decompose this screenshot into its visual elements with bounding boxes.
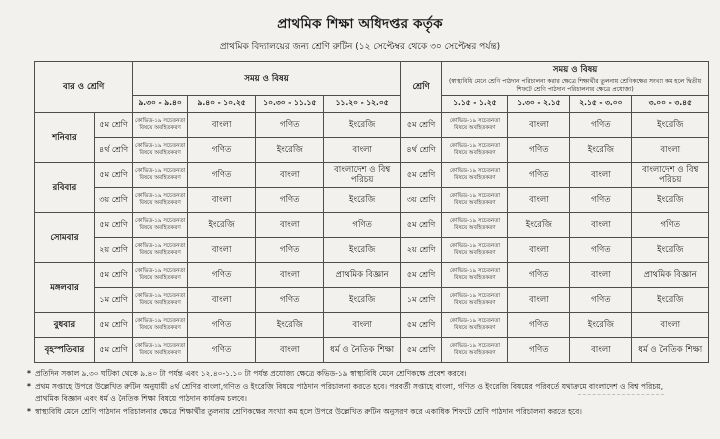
covid-awareness-cell: কোভিড-১৯ সচেতনতা বিষয়ে অবহিতকরণ xyxy=(442,238,508,263)
table-row xyxy=(35,113,709,138)
subject-cell: গণিত xyxy=(187,163,255,188)
class-cell-mid: ৫ম শ্রেণি xyxy=(400,338,441,363)
class-cell: ১ম শ্রেণি xyxy=(94,288,132,313)
time-slot-afternoon-2: ১.৩০ - ২.১৫ xyxy=(508,96,570,113)
subject-cell: গণিত xyxy=(508,163,570,188)
day-cell-wednesday: বুধবার xyxy=(35,313,95,338)
subject-cell: গণিত xyxy=(508,313,570,338)
covid-awareness-cell: কোভিড-১৯ সচেতনতা বিষয়ে অবহিতকরণ xyxy=(133,313,188,338)
covid-awareness-cell: কোভিড-১৯ সচেতনতা বিষয়ে অবহিতকরণ xyxy=(442,213,508,238)
subject-cell: বাংলা xyxy=(256,263,324,288)
subject-cell: বাংলাদেশ ও বিশ্ব পরিচয় xyxy=(632,163,709,188)
table-row xyxy=(35,213,709,238)
covid-awareness-cell: কোভিড-১৯ সচেতনতা বিষয়ে অবহিতকরণ xyxy=(442,188,508,213)
class-cell-mid: ৫ম শ্রেণি xyxy=(400,263,441,288)
header-afternoon-title: সময় ও বিষয় xyxy=(552,65,598,75)
subject-cell: ইংরেজি xyxy=(324,288,400,313)
time-slot-afternoon-1: ১.১৫ - ১.২৫ xyxy=(442,96,508,113)
class-cell: ৩য় শ্রেণি xyxy=(94,188,132,213)
table-row xyxy=(35,163,709,188)
class-cell: ৪র্থ শ্রেণি xyxy=(94,138,132,163)
routine-table-wrapper xyxy=(34,61,709,363)
subject-cell: ইংরেজি xyxy=(508,213,570,238)
subject-cell: ইংরেজি xyxy=(632,288,709,313)
asterisk-bullet: * xyxy=(27,407,31,417)
table-row xyxy=(35,288,709,313)
covid-awareness-cell: কোভিড-১৯ সচেতনতা বিষয়ে অবহিতকরণ xyxy=(133,288,188,313)
subject-cell: বাংলা xyxy=(324,138,400,163)
subject-cell: ইংরেজি xyxy=(256,138,324,163)
subject-cell: বাংলা xyxy=(256,163,324,188)
subject-cell: গণিত xyxy=(508,338,570,363)
footnote-text: প্রতিদিন সকাল ৯.৩০ ঘটিকা থেকে ৯.৪০ টা পর্যন্ত এবং ১২.৪০-১.১০ টা পর্যন্ত প্রযোজ্য ক্ষেত্রে কভিড-১৯ স্বাস্থ্যবিধি মেনে শ্রেণিকক্ষে প্রবেশ করবে। xyxy=(34,369,467,379)
subject-cell: গণিত xyxy=(256,113,324,138)
day-cell-thursday: বৃহস্পতিবার xyxy=(35,338,95,363)
subject-cell: বাংলা xyxy=(508,288,570,313)
subject-cell: গণিত xyxy=(570,188,632,213)
header-day-class: বার ও শ্রেণি xyxy=(35,62,133,113)
subject-cell: ইংরেজি xyxy=(324,188,400,213)
subject-cell: বাংলা xyxy=(570,263,632,288)
covid-awareness-cell: কোভিড-১৯ সচেতনতা বিষয়ে অবহিতকরণ xyxy=(442,163,508,188)
class-cell-mid: ১ম শ্রেণি xyxy=(400,288,441,313)
subject-cell: ইংরেজি xyxy=(324,238,400,263)
subject-cell: ইংরেজি xyxy=(632,113,709,138)
class-cell-mid: ৫ম শ্রেণি xyxy=(400,213,441,238)
subject-cell: প্রাথমিক বিজ্ঞান xyxy=(632,263,709,288)
subject-cell: বাংলা xyxy=(508,238,570,263)
footnote-text: স্বাস্থ্যবিধি মেনে শ্রেণি পাঠদান পরিচালনার ক্ষেত্রে শিক্ষার্থীর তুলনায় শ্রেণিকক্ষের সংখ্যা কম হলে উপরে উল্লেখিত রুটিন অনুসরণ করে একাধিক শিফটে শ্রেণি পাঠদান পরিচালনা করতে হবে। xyxy=(34,407,582,417)
subject-cell: বাংলা xyxy=(187,238,255,263)
subject-cell: বাংলা xyxy=(570,338,632,363)
subject-cell: গণিত xyxy=(187,338,255,363)
covid-awareness-cell: কোভিড-১৯ সচেতনতা বিষয়ে অবহিতকরণ xyxy=(133,263,188,288)
covid-awareness-cell: কোভিড-১৯ সচেতনতা বিষয়ে অবহিতকরণ xyxy=(133,213,188,238)
subject-cell: গণিত xyxy=(256,238,324,263)
time-slot-morning-4: ১১.২০ - ১২.০৫ xyxy=(324,96,400,113)
time-slot-morning-3: ১০.৩০ - ১১.১৫ xyxy=(256,96,324,113)
document-header xyxy=(0,0,720,54)
covid-awareness-cell: কোভিড-১৯ সচেতনতা বিষয়ে অবহিতকরণ xyxy=(133,113,188,138)
covid-awareness-cell: কোভিড-১৯ সচেতনতা বিষয়ে অবহিতকরণ xyxy=(442,288,508,313)
class-cell: ২য় শ্রেণি xyxy=(94,238,132,263)
class-cell-mid: ৫ম শ্রেণি xyxy=(400,313,441,338)
covid-awareness-cell: কোভিড-১৯ সচেতনতা বিষয়ে অবহিতকরণ xyxy=(133,163,188,188)
subject-cell: ইংরেজি xyxy=(187,213,255,238)
subject-cell: বাংলা xyxy=(570,163,632,188)
subject-cell: বাংলা xyxy=(256,338,324,363)
header-morning-group: সময় ও বিষয় xyxy=(133,62,401,96)
subject-cell: গণিত xyxy=(570,113,632,138)
day-cell-tuesday: মঙ্গলবার xyxy=(35,263,95,313)
class-cell: ৫ম শ্রেণি xyxy=(94,113,132,138)
table-row xyxy=(35,263,709,288)
subject-cell: ইংরেজি xyxy=(570,138,632,163)
subject-cell: বাংলা xyxy=(570,213,632,238)
day-cell-monday: সোমবার xyxy=(35,213,95,263)
subject-cell: বাংলা xyxy=(508,188,570,213)
page-title: প্রাথমিক শিক্ষা অধিদপ্তর কর্তৃক xyxy=(277,16,443,32)
class-cell: ৫ম শ্রেণি xyxy=(94,163,132,188)
table-row xyxy=(35,188,709,213)
subject-cell: বাংলা xyxy=(508,113,570,138)
subject-cell: গণিত xyxy=(187,313,255,338)
footnote-item xyxy=(27,368,682,380)
subject-cell: বাংলা xyxy=(187,288,255,313)
header-row-groups xyxy=(35,62,709,96)
covid-awareness-cell: কোভিড-১৯ সচেতনতা বিষয়ে অবহিতকরণ xyxy=(442,313,508,338)
subject-cell: ধর্ম ও নৈতিক শিক্ষা xyxy=(324,338,400,363)
subject-cell: প্রাথমিক বিজ্ঞান xyxy=(324,263,400,288)
subject-cell: ইংরেজি xyxy=(632,238,709,263)
footnote-item xyxy=(27,406,682,418)
covid-awareness-cell: কোভিড-১৯ সচেতনতা বিষয়ে অবহিতকরণ xyxy=(442,138,508,163)
subject-cell: গণিত xyxy=(632,213,709,238)
subject-cell: গণিত xyxy=(256,188,324,213)
subject-cell: গণিত xyxy=(508,138,570,163)
class-cell-mid: ২য় শ্রেণি xyxy=(400,238,441,263)
covid-awareness-cell: কোভিড-১৯ সচেতনতা বিষয়ে অবহিতকরণ xyxy=(442,113,508,138)
covid-awareness-cell: কোভিড-১৯ সচেতনতা বিষয়ে অবহিতকরণ xyxy=(442,263,508,288)
day-cell-sunday: রবিবার xyxy=(35,163,95,213)
subject-cell: গণিত xyxy=(187,263,255,288)
header-afternoon-group xyxy=(442,62,709,96)
covid-awareness-cell: কোভিড-১৯ সচেতনতা বিষয়ে অবহিতকরণ xyxy=(133,188,188,213)
subject-cell: বাংলা xyxy=(187,113,255,138)
asterisk-bullet: * xyxy=(27,382,31,392)
class-cell: ৫ম শ্রেণি xyxy=(94,213,132,238)
subject-cell: ইংরেজি xyxy=(256,313,324,338)
subject-cell: ইংরেজি xyxy=(570,313,632,338)
table-row xyxy=(35,238,709,263)
header-class-column: শ্রেণি xyxy=(400,62,441,113)
class-cell: ৫ম শ্রেণি xyxy=(94,338,132,363)
table-row xyxy=(35,313,709,338)
subject-cell: গণিত xyxy=(508,263,570,288)
day-cell-saturday: শনিবার xyxy=(35,113,95,163)
subject-cell: ধর্ম ও নৈতিক শিক্ষা xyxy=(632,338,709,363)
class-cell-mid: ৩য় শ্রেণি xyxy=(400,188,441,213)
subject-cell: ইংরেজি xyxy=(632,188,709,213)
time-slot-morning-1: ৯.৩০ - ৯.৪০ xyxy=(133,96,188,113)
table-row xyxy=(35,338,709,363)
footnote-text: প্রথম সপ্তাহে উপরে উল্লেখিত রুটিন অনুযায়ী ৪র্থ শ্রেণির বাংলা,গণিত ও ইংরেজি বিষয়ে পাঠদান পরিচালনা করতে হবে। পরবর্তী সপ্তাহে বাংলা, গণিত ও ইংরেজি বিষয়ের পরিবর্তে যথাক্রমে বাংলাদেশ ও বিশ্ব পরিচয়, প্রাথমিক বিজ্ঞান এবং ধর্ম ও নৈতিক শিক্ষা বিষয়ে পাঠদান কার্যক্রম চলবে। xyxy=(34,382,664,404)
covid-awareness-cell: কোভিড-১৯ সচেতনতা বিষয়ে অবহিতকরণ xyxy=(133,338,188,363)
covid-awareness-cell: কোভিড-১৯ সচেতনতা বিষয়ে অবহিতকরণ xyxy=(442,338,508,363)
subject-cell: ইংরেজি xyxy=(324,113,400,138)
scan-artifact xyxy=(578,394,664,395)
class-cell: ৫ম শ্রেণি xyxy=(94,313,132,338)
subject-cell: গণিত xyxy=(256,288,324,313)
subject-cell: গণিত xyxy=(570,238,632,263)
header-afternoon-note: (স্বাস্থ্যবিধি মেনে শ্রেণি পাঠদান পরিচালনা করার ক্ষেত্রে শিক্ষার্থীর তুলনায় শ্রেণিকক্ষের সংখ্যা কম হলে দ্বিতীয় শিফটে শ্রেণি পাঠদান পরিচালনার ক্ষেত্রে প্রযোজ্য) xyxy=(448,78,702,94)
class-cell-mid: ৫ম শ্রেণি xyxy=(400,113,441,138)
subject-cell: বাংলা xyxy=(256,213,324,238)
covid-awareness-cell: কোভিড-১৯ সচেতনতা বিষয়ে অবহিতকরণ xyxy=(133,238,188,263)
header-row-times xyxy=(35,96,709,113)
time-slot-morning-2: ৯.৪০ - ১০.২৫ xyxy=(187,96,255,113)
time-slot-afternoon-4: ৩.০০ - ৩.৪৫ xyxy=(632,96,709,113)
asterisk-bullet: * xyxy=(27,369,31,379)
subject-cell: গণিত xyxy=(570,288,632,313)
class-cell-mid: ৪র্থ শ্রেণি xyxy=(400,138,441,163)
subject-cell: বাংলা xyxy=(187,188,255,213)
class-routine-table xyxy=(34,61,709,363)
subject-cell: বাংলা xyxy=(632,138,709,163)
page-subtitle: প্রাথমিক বিদ্যালয়ের জন্য শ্রেণি রুটিন (১২ সেপ্টেম্বর থেকে ৩০ সেপ্টেম্বর পর্যন্ত) xyxy=(219,42,501,52)
subject-cell: বাংলা xyxy=(632,313,709,338)
class-cell-mid: ৫ম শ্রেণি xyxy=(400,163,441,188)
time-slot-afternoon-3: ২.১৫ - ৩.০০ xyxy=(570,96,632,113)
subject-cell: গণিত xyxy=(324,213,400,238)
subject-cell: গণিত xyxy=(187,138,255,163)
table-row xyxy=(35,138,709,163)
subject-cell: বাংলা xyxy=(324,313,400,338)
covid-awareness-cell: কোভিড-১৯ সচেতনতা বিষয়ে অবহিতকরণ xyxy=(133,138,188,163)
class-cell: ৫ম শ্রেণি xyxy=(94,263,132,288)
subject-cell: বাংলাদেশ ও বিশ্ব পরিচয় xyxy=(324,163,400,188)
